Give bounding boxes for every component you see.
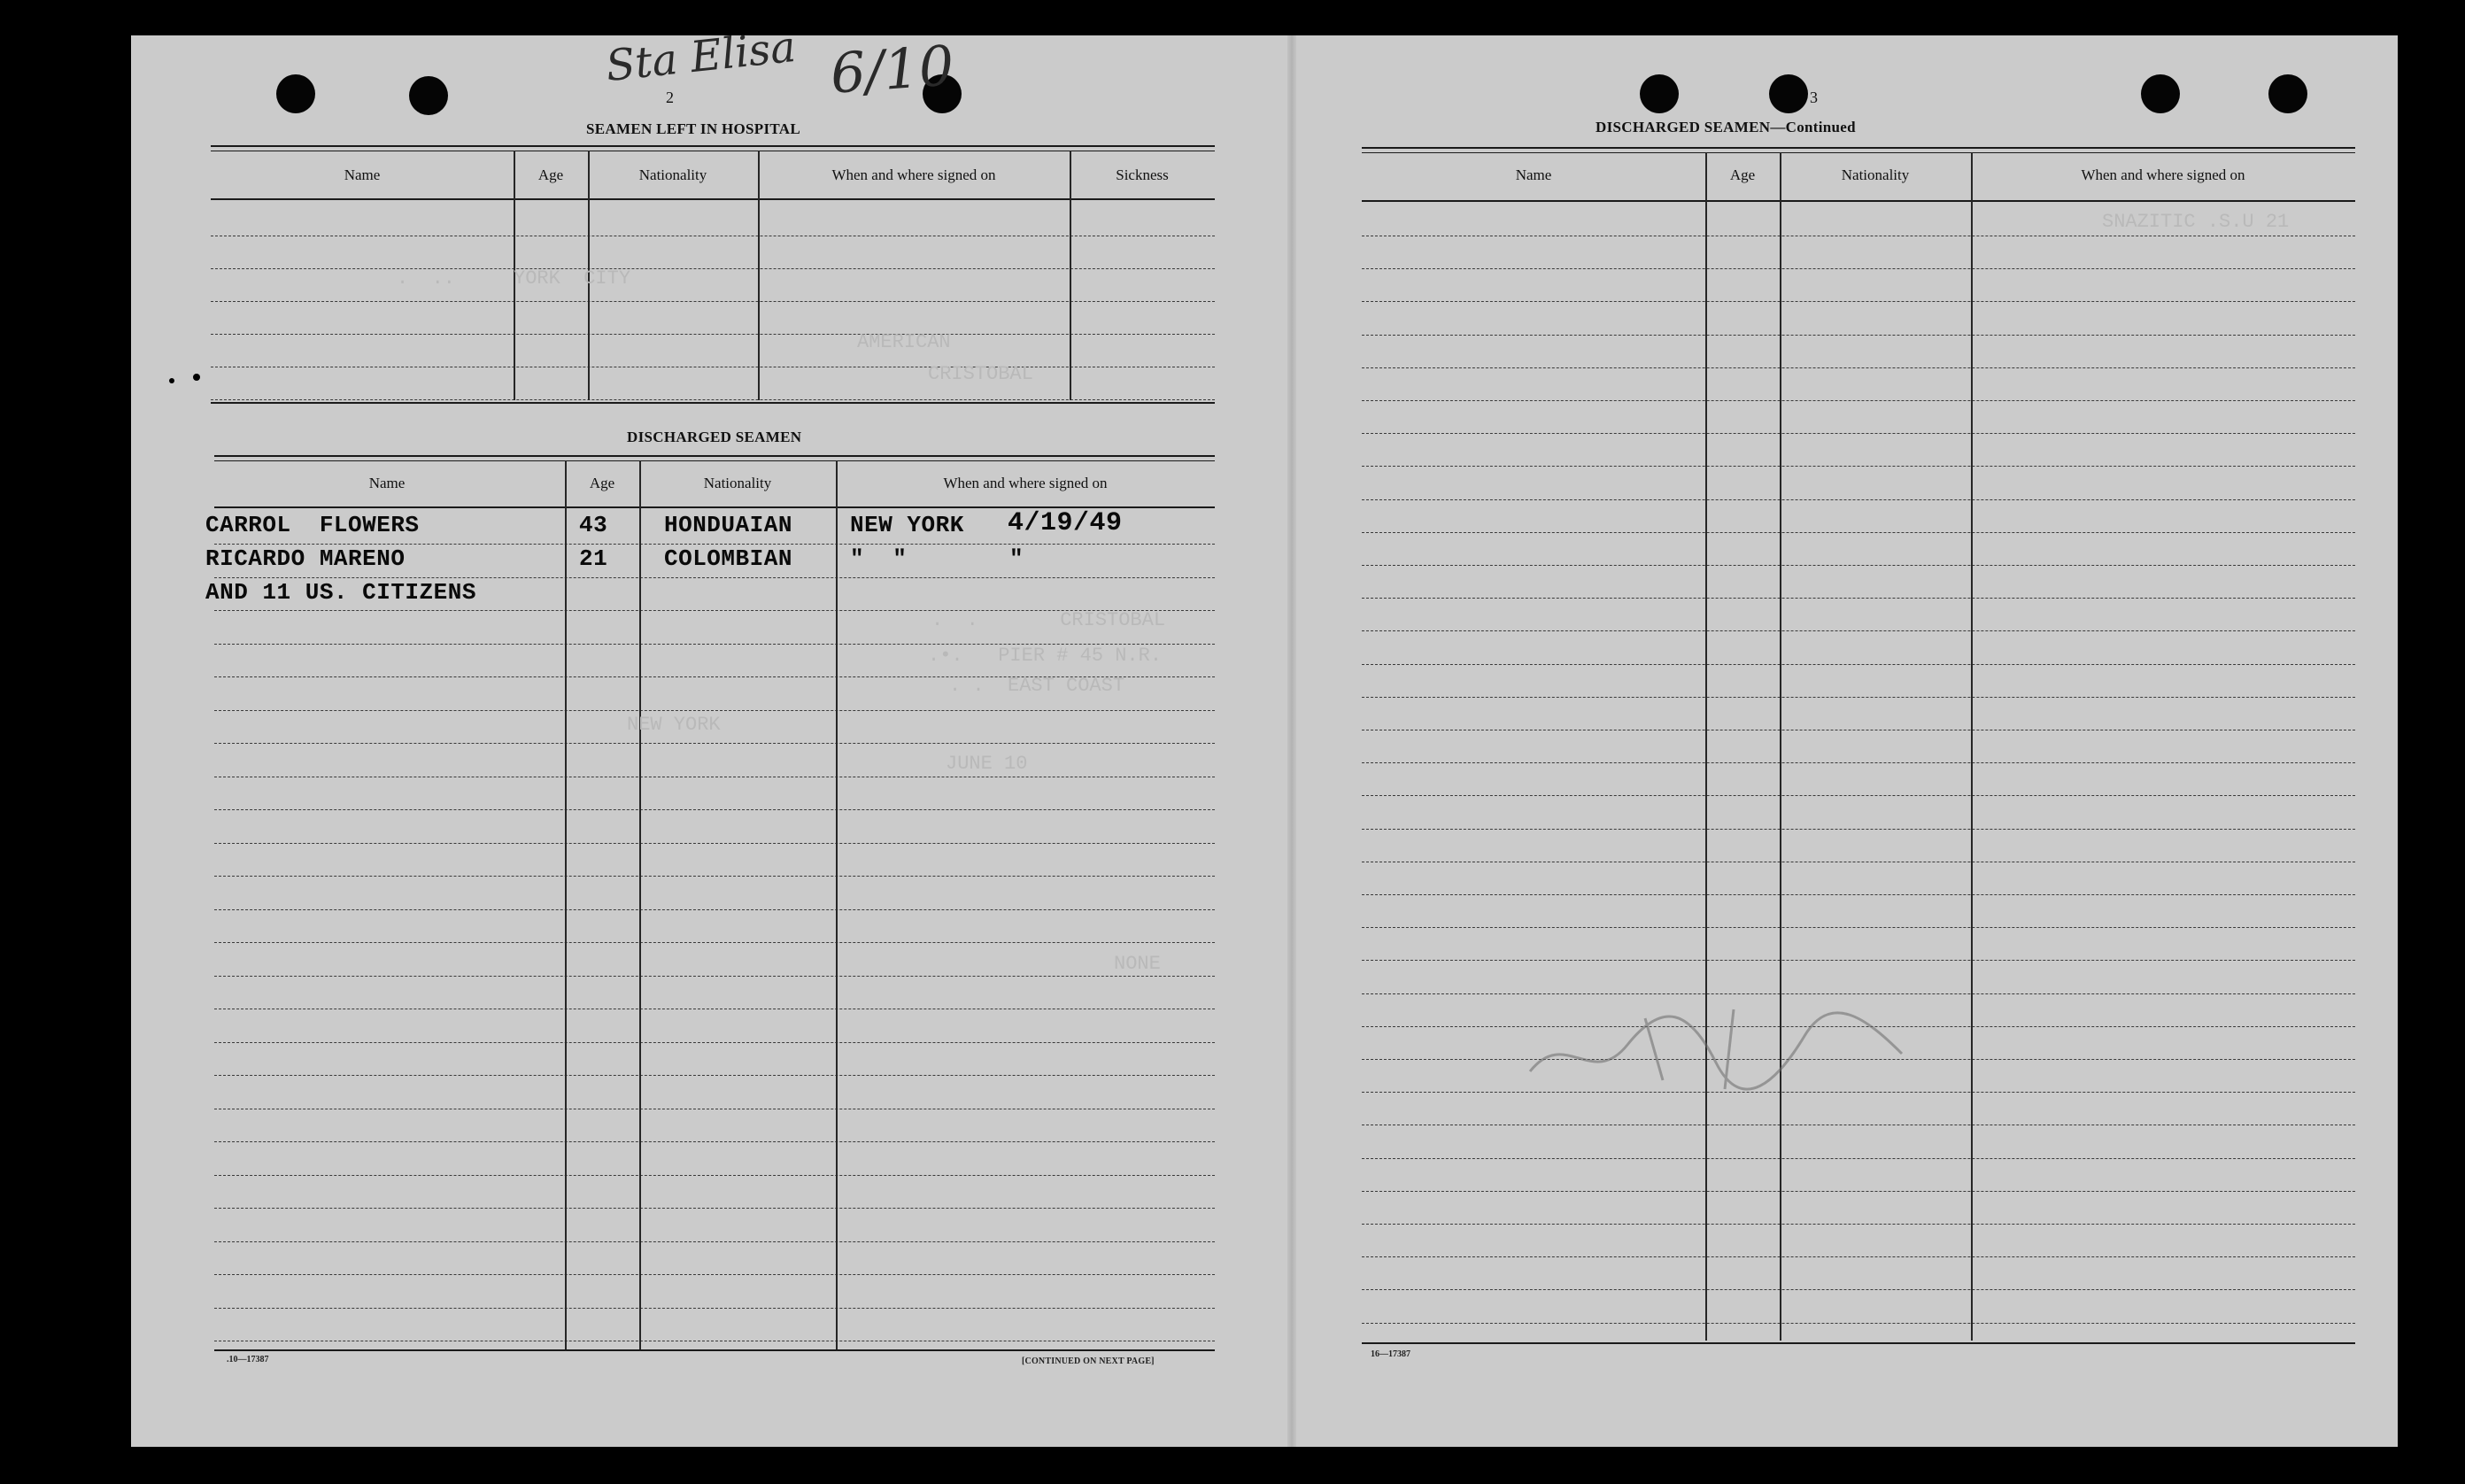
right-col-signed-on: When and where signed on xyxy=(2081,166,2245,183)
seaman-nationality: COLOMBIAN xyxy=(664,545,792,572)
form-rule-line xyxy=(1362,466,2355,467)
right-col-divider xyxy=(1780,152,1781,1341)
form-rule-line xyxy=(214,976,1215,977)
stray-marks xyxy=(165,372,218,390)
right-bottom-rule xyxy=(1362,1342,2355,1344)
bleed-through: NEW YORK xyxy=(627,714,721,736)
hospital-col-divider xyxy=(1070,151,1071,400)
discharged-col-age: Age xyxy=(589,475,615,491)
continued-title-main: DISCHARGED SEAMEN xyxy=(1596,119,1771,135)
form-rule-line xyxy=(1362,532,2355,533)
form-rule-line xyxy=(1362,829,2355,830)
form-rule-line xyxy=(1362,1256,2355,1257)
discharged-bottom-rule xyxy=(214,1349,1215,1351)
form-rule-line xyxy=(214,577,1215,578)
form-rule-line xyxy=(1362,1191,2355,1192)
hospital-bottom-rule xyxy=(211,402,1215,404)
form-rule-line xyxy=(1362,1289,2355,1290)
bleed-through: AMERICAN xyxy=(857,331,951,353)
page-number: 2 xyxy=(666,89,674,106)
seaman-name: AND 11 US. CITIZENS xyxy=(205,579,476,606)
seaman-signed-on-date: " xyxy=(1009,545,1024,572)
seaman-signed-on-date: 4/19/49 xyxy=(1008,508,1123,538)
hospital-header-rule xyxy=(211,198,1215,200)
form-rule-line xyxy=(1362,630,2355,631)
discharged-col-nationality: Nationality xyxy=(703,475,772,491)
form-rule-line xyxy=(211,301,1215,302)
hospital-col-nationality: Nationality xyxy=(638,166,707,183)
form-rule-line xyxy=(214,1241,1215,1242)
right-header-rule xyxy=(1362,200,2355,202)
seaman-nationality: HONDUAIAN xyxy=(664,512,792,538)
bleed-through: . . EAST COAST xyxy=(949,675,1125,697)
form-rule-line xyxy=(214,710,1215,711)
form-rule-line xyxy=(1362,499,2355,500)
bleed-through: NONE xyxy=(1114,953,1161,975)
hospital-col-age: Age xyxy=(537,166,564,183)
bleed-through: CRISTOBAL xyxy=(928,363,1033,385)
form-rule-line xyxy=(214,544,1215,545)
hospital-col-sickness: Sickness xyxy=(1116,166,1169,183)
form-rule-line xyxy=(1362,301,2355,302)
discharged-top-rule xyxy=(214,455,1215,461)
form-rule-line xyxy=(1362,268,2355,269)
form-rule-line xyxy=(1362,1323,2355,1324)
handwritten-date-note: 6/10 xyxy=(828,33,956,106)
form-rule-line xyxy=(214,1175,1215,1176)
form-rule-line xyxy=(211,268,1215,269)
form-rule-line xyxy=(1362,400,2355,401)
left-page xyxy=(131,35,1287,1447)
bleed-through: . .. YORK CITY xyxy=(397,267,631,290)
form-rule-line xyxy=(214,1274,1215,1275)
form-rule-line xyxy=(214,1208,1215,1209)
seaman-signed-on-place: NEW YORK xyxy=(850,512,964,538)
right-col-divider xyxy=(1705,152,1707,1341)
form-rule-line xyxy=(214,876,1215,877)
form-rule-line xyxy=(214,942,1215,943)
form-rule-line xyxy=(1362,664,2355,665)
form-rule-line xyxy=(1362,762,2355,763)
form-rule-line xyxy=(214,1308,1215,1309)
right-page xyxy=(1296,35,2398,1447)
form-rule-line xyxy=(1362,598,2355,599)
form-rule-line xyxy=(214,809,1215,810)
form-rule-line xyxy=(214,1141,1215,1142)
discharged-col-divider xyxy=(565,460,567,1349)
discharged-col-signed-on: When and where signed on xyxy=(943,475,1108,491)
form-rule-line xyxy=(1362,1224,2355,1225)
right-col-divider xyxy=(1971,152,1973,1341)
form-rule-line xyxy=(1362,697,2355,698)
hospital-col-divider xyxy=(758,151,760,400)
form-rule-line xyxy=(214,743,1215,744)
seaman-age: 43 xyxy=(579,512,608,538)
form-rule-line xyxy=(1362,1158,2355,1159)
discharged-section-title: DISCHARGED SEAMEN xyxy=(627,429,802,445)
seaman-signed-on-place: " " xyxy=(850,545,908,572)
seaman-name: RICARDO MARENO xyxy=(205,545,406,572)
continued-title-suffix: —Continued xyxy=(1770,119,1856,135)
discharged-col-name: Name xyxy=(368,475,406,491)
hospital-col-name: Name xyxy=(344,166,381,183)
page-number: 3 xyxy=(1810,89,1818,106)
form-rule-line xyxy=(1362,335,2355,336)
form-rule-line xyxy=(211,399,1215,400)
form-rule-line xyxy=(214,909,1215,910)
continued-note: [CONTINUED ON NEXT PAGE] xyxy=(1022,1356,1155,1366)
right-col-nationality: Nationality xyxy=(1841,166,1910,183)
seaman-age: 21 xyxy=(579,545,608,572)
form-rule-line xyxy=(1362,960,2355,961)
page-fold xyxy=(1287,35,1296,1447)
form-rule-line xyxy=(1362,795,2355,796)
form-rule-line xyxy=(211,334,1215,335)
continued-section-title xyxy=(1596,119,1856,136)
document-sheet xyxy=(131,21,2398,1447)
right-col-name: Name xyxy=(1515,166,1552,183)
signature-bleed-through xyxy=(1512,992,1920,1098)
hospital-section-title: SEAMEN LEFT IN HOSPITAL xyxy=(586,120,800,137)
hospital-top-rule xyxy=(211,145,1215,151)
form-rule-line xyxy=(1362,927,2355,928)
handwritten-vessel-note: Sta Elisa xyxy=(603,21,799,92)
discharged-col-divider xyxy=(836,460,838,1349)
bleed-through: . . CRISTOBAL xyxy=(931,609,1166,631)
form-number: .10—17387 xyxy=(227,1355,269,1364)
right-top-rule xyxy=(1362,147,2355,153)
form-rule-line xyxy=(214,843,1215,844)
form-rule-line xyxy=(214,1075,1215,1076)
form-rule-line xyxy=(1362,433,2355,434)
discharged-col-divider xyxy=(639,460,641,1349)
right-col-age: Age xyxy=(1729,166,1756,183)
form-rule-line xyxy=(214,1042,1215,1043)
form-number: 16—17387 xyxy=(1371,1349,1410,1359)
bleed-through: .•. PIER # 45 N.R. xyxy=(928,645,1163,667)
bleed-through: JUNE 10 xyxy=(946,753,1028,775)
form-rule-line xyxy=(1362,367,2355,368)
seaman-name: CARROL FLOWERS xyxy=(205,512,420,538)
form-rule-line xyxy=(1362,565,2355,566)
bleed-through: SNAZITIC .S.U 21 xyxy=(2102,211,2290,233)
hospital-col-signed-on: When and where signed on xyxy=(831,166,996,183)
form-rule-line xyxy=(1362,894,2355,895)
